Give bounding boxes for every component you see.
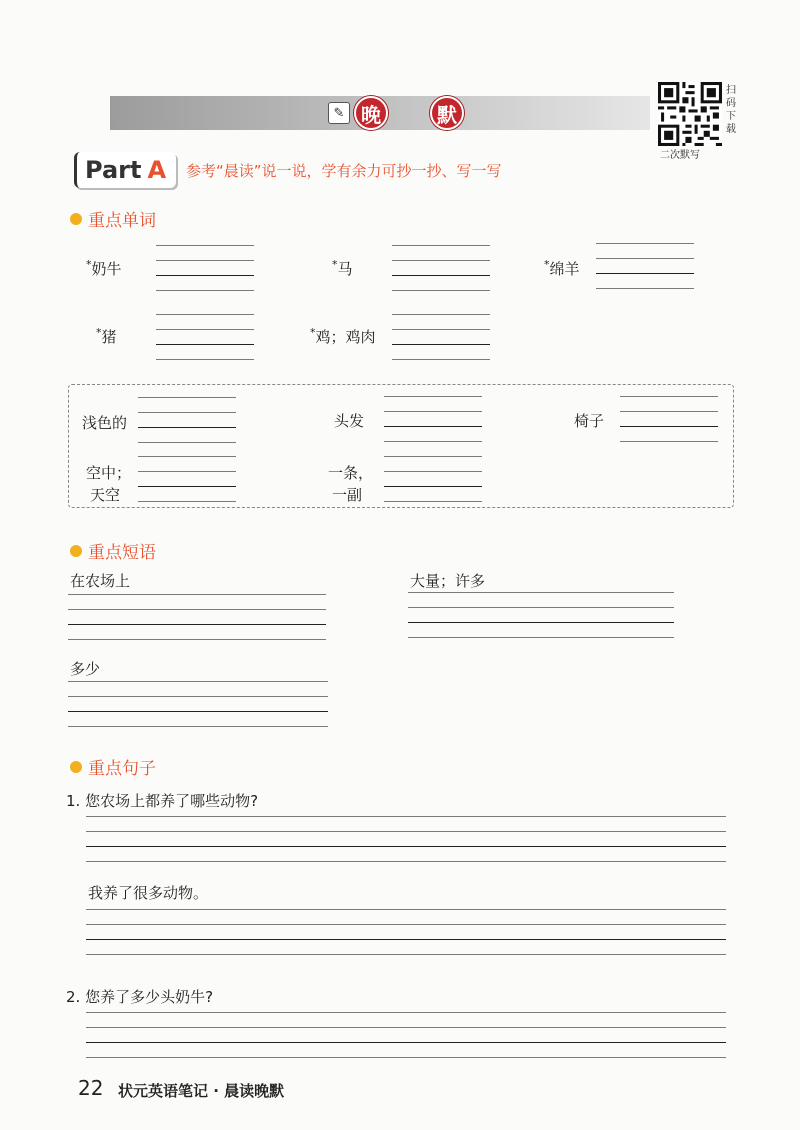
section-key-phrases: 重点短语	[70, 538, 156, 563]
write-line[interactable]	[156, 245, 254, 246]
write-line[interactable]	[86, 1027, 726, 1028]
write-line[interactable]	[156, 359, 254, 360]
write-line[interactable]	[392, 329, 490, 330]
write-line[interactable]	[384, 396, 482, 397]
word-label: *马	[332, 258, 353, 278]
write-line[interactable]	[596, 243, 694, 244]
write-line[interactable]	[86, 924, 726, 925]
write-line[interactable]	[408, 622, 674, 623]
write-line[interactable]	[68, 639, 326, 640]
write-line[interactable]	[596, 288, 694, 289]
write-line[interactable]	[86, 861, 726, 862]
write-line[interactable]	[408, 607, 674, 608]
write-line[interactable]	[138, 412, 236, 413]
write-line[interactable]	[138, 427, 236, 428]
write-line[interactable]	[68, 594, 326, 595]
page-number: 22	[78, 1076, 104, 1100]
write-line[interactable]	[384, 441, 482, 442]
write-line[interactable]	[138, 456, 236, 457]
write-line[interactable]	[86, 939, 726, 940]
write-line[interactable]	[384, 486, 482, 487]
write-line[interactable]	[620, 441, 718, 442]
write-line[interactable]	[138, 486, 236, 487]
word-label: 天空	[90, 486, 121, 504]
write-line[interactable]	[86, 909, 726, 910]
write-line[interactable]	[68, 726, 328, 727]
write-line[interactable]	[620, 426, 718, 427]
bullet-dot-icon	[70, 213, 82, 225]
write-line[interactable]	[596, 258, 694, 259]
word-label: 椅子	[574, 412, 605, 430]
write-line[interactable]	[86, 831, 726, 832]
word-label: 头发	[334, 412, 365, 430]
write-line[interactable]	[138, 471, 236, 472]
write-line[interactable]	[68, 696, 328, 697]
write-line[interactable]	[392, 344, 490, 345]
word-label: 一条，	[328, 464, 374, 482]
word-label: *绵羊	[544, 258, 580, 278]
word-label: *猪	[96, 326, 117, 346]
write-line[interactable]	[620, 411, 718, 412]
write-line[interactable]	[408, 592, 674, 593]
write-line[interactable]	[408, 637, 674, 638]
qr-caption: 二次默写	[660, 150, 700, 161]
extra-words-box	[68, 384, 734, 508]
write-line[interactable]	[68, 624, 326, 625]
phrase-label: 大量；许多	[410, 572, 486, 590]
write-line[interactable]	[392, 275, 490, 276]
write-line[interactable]	[138, 442, 236, 443]
write-line[interactable]	[156, 314, 254, 315]
write-line[interactable]	[86, 816, 726, 817]
pencil-icon: ✎	[328, 102, 350, 124]
write-line[interactable]	[86, 846, 726, 847]
word-label: 一副	[332, 486, 363, 504]
write-line[interactable]	[156, 329, 254, 330]
write-line[interactable]	[68, 609, 326, 610]
title-char-2: 默	[430, 96, 464, 130]
write-line[interactable]	[384, 456, 482, 457]
footer-title: 状元英语笔记 · 晨读晚默	[118, 1082, 285, 1100]
phrase-label: 在农场上	[70, 572, 131, 590]
header-title	[328, 99, 464, 127]
bullet-dot-icon	[70, 545, 82, 557]
sentence-prompt: 2. 您养了多少头奶牛?	[66, 988, 214, 1006]
write-line[interactable]	[384, 501, 482, 502]
write-line[interactable]	[384, 426, 482, 427]
write-line[interactable]	[392, 290, 490, 291]
write-line[interactable]	[596, 273, 694, 274]
write-line[interactable]	[392, 245, 490, 246]
write-line[interactable]	[384, 471, 482, 472]
write-line[interactable]	[392, 359, 490, 360]
write-line[interactable]	[384, 411, 482, 412]
write-line[interactable]	[392, 260, 490, 261]
phrase-label: 多少	[70, 660, 101, 678]
write-line[interactable]	[620, 396, 718, 397]
word-label: 空中；	[86, 464, 132, 482]
qr-side-text: 扫 码 下 载	[726, 85, 736, 135]
sentence-prompt: 1. 您农场上都养了哪些动物?	[66, 792, 259, 810]
bullet-dot-icon	[70, 761, 82, 773]
write-line[interactable]	[86, 1012, 726, 1013]
write-line[interactable]	[86, 1057, 726, 1058]
write-line[interactable]	[68, 711, 328, 712]
write-line[interactable]	[156, 260, 254, 261]
write-line[interactable]	[138, 397, 236, 398]
write-line[interactable]	[392, 314, 490, 315]
write-line[interactable]	[86, 1042, 726, 1043]
section-key-sentences: 重点句子	[70, 754, 156, 779]
title-char-1: 晚	[354, 96, 388, 130]
part-instruction: 参考“晨读”说一说，学有余力可抄一抄、写一写	[186, 162, 502, 180]
part-label: Part A	[74, 152, 176, 188]
write-line[interactable]	[86, 954, 726, 955]
word-label: 浅色的	[82, 414, 128, 432]
write-line[interactable]	[156, 290, 254, 291]
word-label: *鸡；鸡肉	[310, 326, 376, 346]
section-key-words: 重点单词	[70, 206, 156, 231]
qr-code-icon[interactable]	[658, 82, 722, 146]
write-line[interactable]	[138, 501, 236, 502]
write-line[interactable]	[156, 344, 254, 345]
write-line[interactable]	[156, 275, 254, 276]
word-label: *奶牛	[86, 258, 122, 278]
sentence-prompt: 我养了很多动物。	[88, 884, 209, 902]
write-line[interactable]	[68, 681, 328, 682]
